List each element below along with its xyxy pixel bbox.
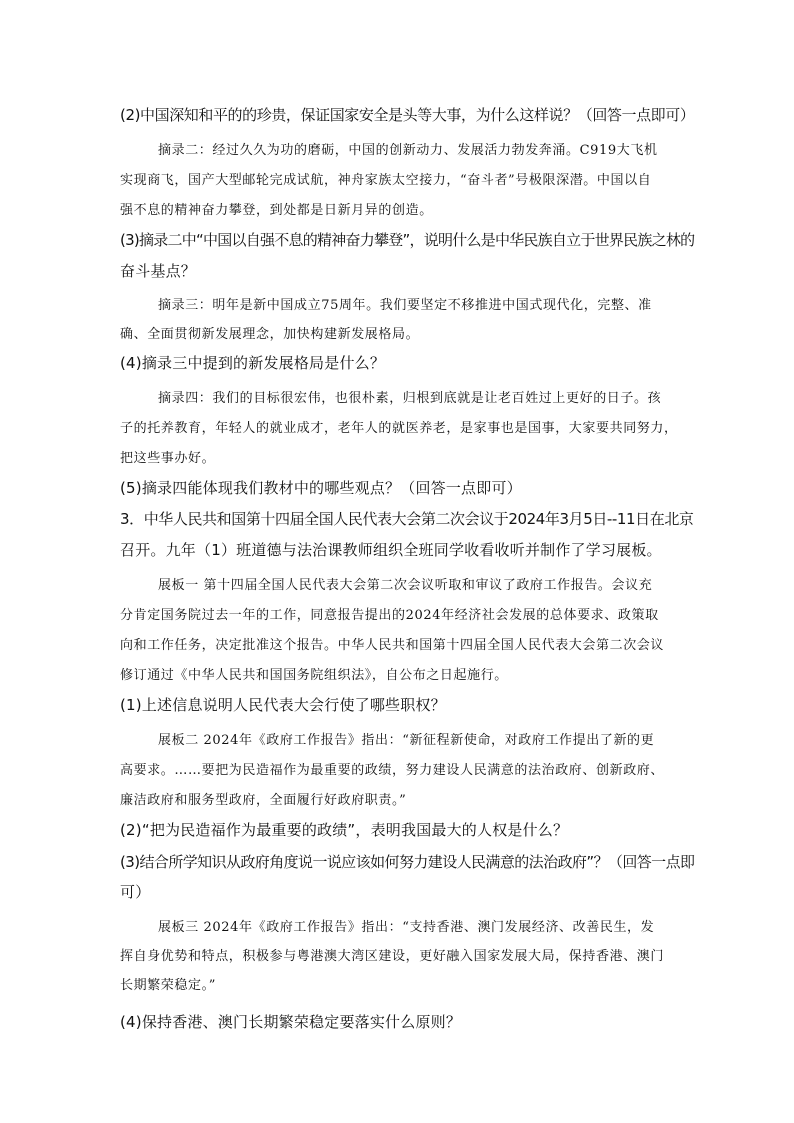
question-3-4: (4)保持香港、澳门长期繁荣稳定要落实什么原则？ (120, 1013, 462, 1031)
board-3-line-3: 长期繁荣稳定。” (120, 978, 216, 993)
question-3-intro-line-2: 召开。九年（1）班道德与法治课教师组织全班同学收看收听并制作了学习展板。 (120, 541, 662, 559)
excerpt-3-line-2: 确、全面贯彻新发展理念，加快构建新发展格局。 (120, 327, 420, 342)
question-2-3-line-2: 奋斗基点？ (120, 262, 197, 280)
board-2-line-3: 廉洁政府和服务型政府，全面履行好政府职责。” (120, 793, 407, 808)
excerpt-4-line-1: 摘录四：我们的目标很宏伟，也很朴素，归根到底就是让老百姓过上更好的日子。孩 (158, 391, 662, 406)
question-2-3-line-1: (3)摘录二中“中国以自强不息的精神奋力攀登”，说明什么是中华民族自立于世界民族之林的 (120, 231, 695, 249)
board-1-line-3: 向和工作任务，决定批准这个报告。中华人民共和国第十四届全国人民代表大会第二次会议 (120, 638, 665, 653)
board-2-line-1: 展板二 2024年《政府工作报告》指出：“新征程新使命，对政府工作提出了新的更 (158, 733, 655, 748)
question-3-2: (2)“把为民造福作为最重要的政绩”，表明我国最大的人权是什么？ (120, 821, 569, 839)
excerpt-2-line-3: 强不息的精神奋力攀登，到处都是日新月异的创造。 (120, 203, 433, 218)
board-1-line-2: 分肯定国务院过去一年的工作，同意报告提出的2024年经济社会发展的总体要求、政策取 (120, 608, 659, 623)
excerpt-2-line-1: 摘录二：经过久久为功的磨砺，中国的创新动力、发展活力勃发奔涌。C919大飞机 (158, 143, 658, 158)
board-3-line-2: 挥自身优势和特点，积极参与粤港澳大湾区建设，更好融入国家发展大局，保持香港、澳门 (120, 949, 665, 964)
question-3-intro-line-1: 3．中华人民共和国第十四届全国人民代表大会第二次会议于2024年3月5日--11日在北京 (120, 510, 694, 528)
question-2-2: (2)中国深知和平的的珍贵，保证国家安全是头等大事，为什么这样说？（回答一点即可） (120, 106, 695, 124)
board-3-line-1: 展板三 2024年《政府工作报告》指出：“支持香港、澳门发展经济、改善民生，发 (158, 920, 655, 935)
board-1-line-4: 修订通过《中华人民共和国国务院组织法》，自公布之日起施行。 (120, 668, 508, 683)
question-2-4: (4)摘录三中提到的新发展格局是什么？ (120, 354, 386, 372)
excerpt-3-line-1: 摘录三：明年是新中国成立75周年。我们要坚定不移推进中国式现代化，完整、准 (158, 298, 652, 313)
excerpt-4-line-2: 子的托养教育，年轻人的就业成才，老年人的就医养老，是家事也是国事，大家要共同努力， (120, 421, 678, 436)
question-3-3-line-1: (3)结合所学知识从政府角度说一说应该如何努力建设人民满意的法治政府”？（回答一点即 (120, 853, 695, 871)
board-2-line-2: 高要求。……要把为民造福作为最重要的政绩，努力建设人民满意的法治政府、创新政府、 (120, 763, 665, 778)
board-1-line-1: 展板一 第十四届全国人民代表大会第二次会议听取和审议了政府工作报告。会议充 (158, 578, 653, 593)
question-3-3-line-2: 可） (120, 883, 151, 901)
question-3-1: (1)上述信息说明人民代表大会行使了哪些职权？ (120, 696, 446, 714)
excerpt-2-line-2: 实现商飞，国产大型邮轮完成试航，神舟家族太空接力，“奋斗者”号极限深潜。中国以自 (120, 173, 652, 188)
question-2-5: (5)摘录四能体现我们教材中的哪些观点？（回答一点即可） (120, 479, 522, 497)
excerpt-4-line-3: 把这些事办好。 (120, 451, 216, 466)
